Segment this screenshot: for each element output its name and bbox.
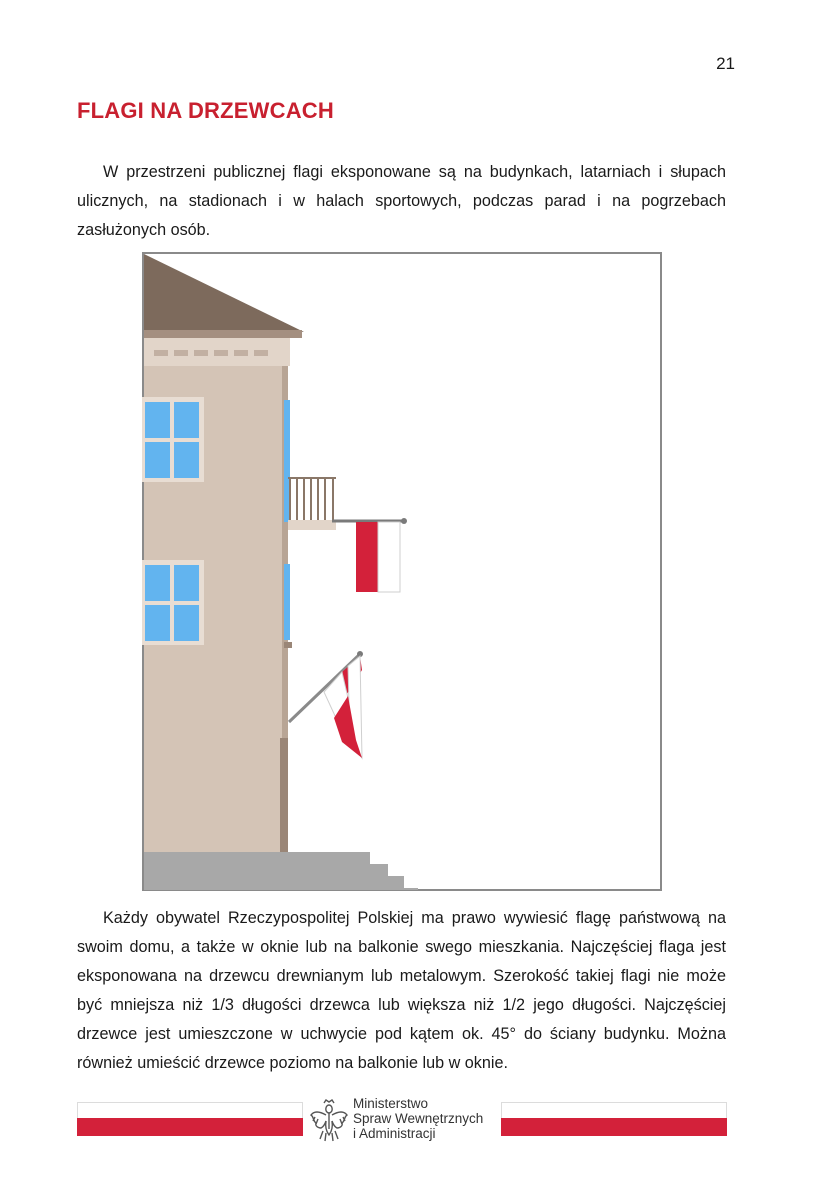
ministry-name-line3: i Administracji bbox=[353, 1126, 436, 1141]
section-title: FLAGI NA DRZEWCACH bbox=[77, 98, 334, 123]
building-flags-illustration bbox=[142, 252, 662, 892]
ministry-logo bbox=[309, 1095, 499, 1145]
intro-paragraph: W przestrzeni publicznej flagi eksponowane są na budynkach, latarniach i słupach ulicznych, na stadionach i w halach sportowych, podczas parad i na pogrzebach zasłużonych osób. bbox=[77, 163, 726, 239]
flag-bracket bbox=[284, 642, 292, 648]
ministry-name-line1: Ministerstwo bbox=[353, 1096, 429, 1111]
flag-stripe-right bbox=[501, 1102, 727, 1136]
eagle-emblem-icon bbox=[309, 1097, 349, 1143]
lower-side-window bbox=[284, 564, 290, 640]
flag-stripe-left bbox=[77, 1102, 303, 1136]
ministry-name-line2: Spraw Wewnętrznych bbox=[353, 1111, 484, 1126]
body-paragraph: Każdy obywatel Rzeczypospolitej Polskiej ma prawo wywiesić flagę państwową na swoim domu, a także w oknie lub na balkonie swego mieszkania. Najczęściej flaga jest eksponowana na drzewcu drewnianym lub metalowym. Szerokość takiej flagi nie może być mniejsza niż 1/3 długości drzewca lub większa niż 1/2 jego długości. Najczęściej drzewce jest umieszczone w uchwycie pod kątem ok. 45° do ściany budynku. Można również umieścić drzewce poziomo na balkonie lub w oknie. bbox=[77, 909, 726, 1072]
footer bbox=[77, 1095, 727, 1145]
lower-window bbox=[142, 560, 204, 645]
upper-window bbox=[142, 397, 204, 482]
page-number: 21 bbox=[716, 54, 735, 73]
balcony-slab bbox=[288, 520, 336, 530]
